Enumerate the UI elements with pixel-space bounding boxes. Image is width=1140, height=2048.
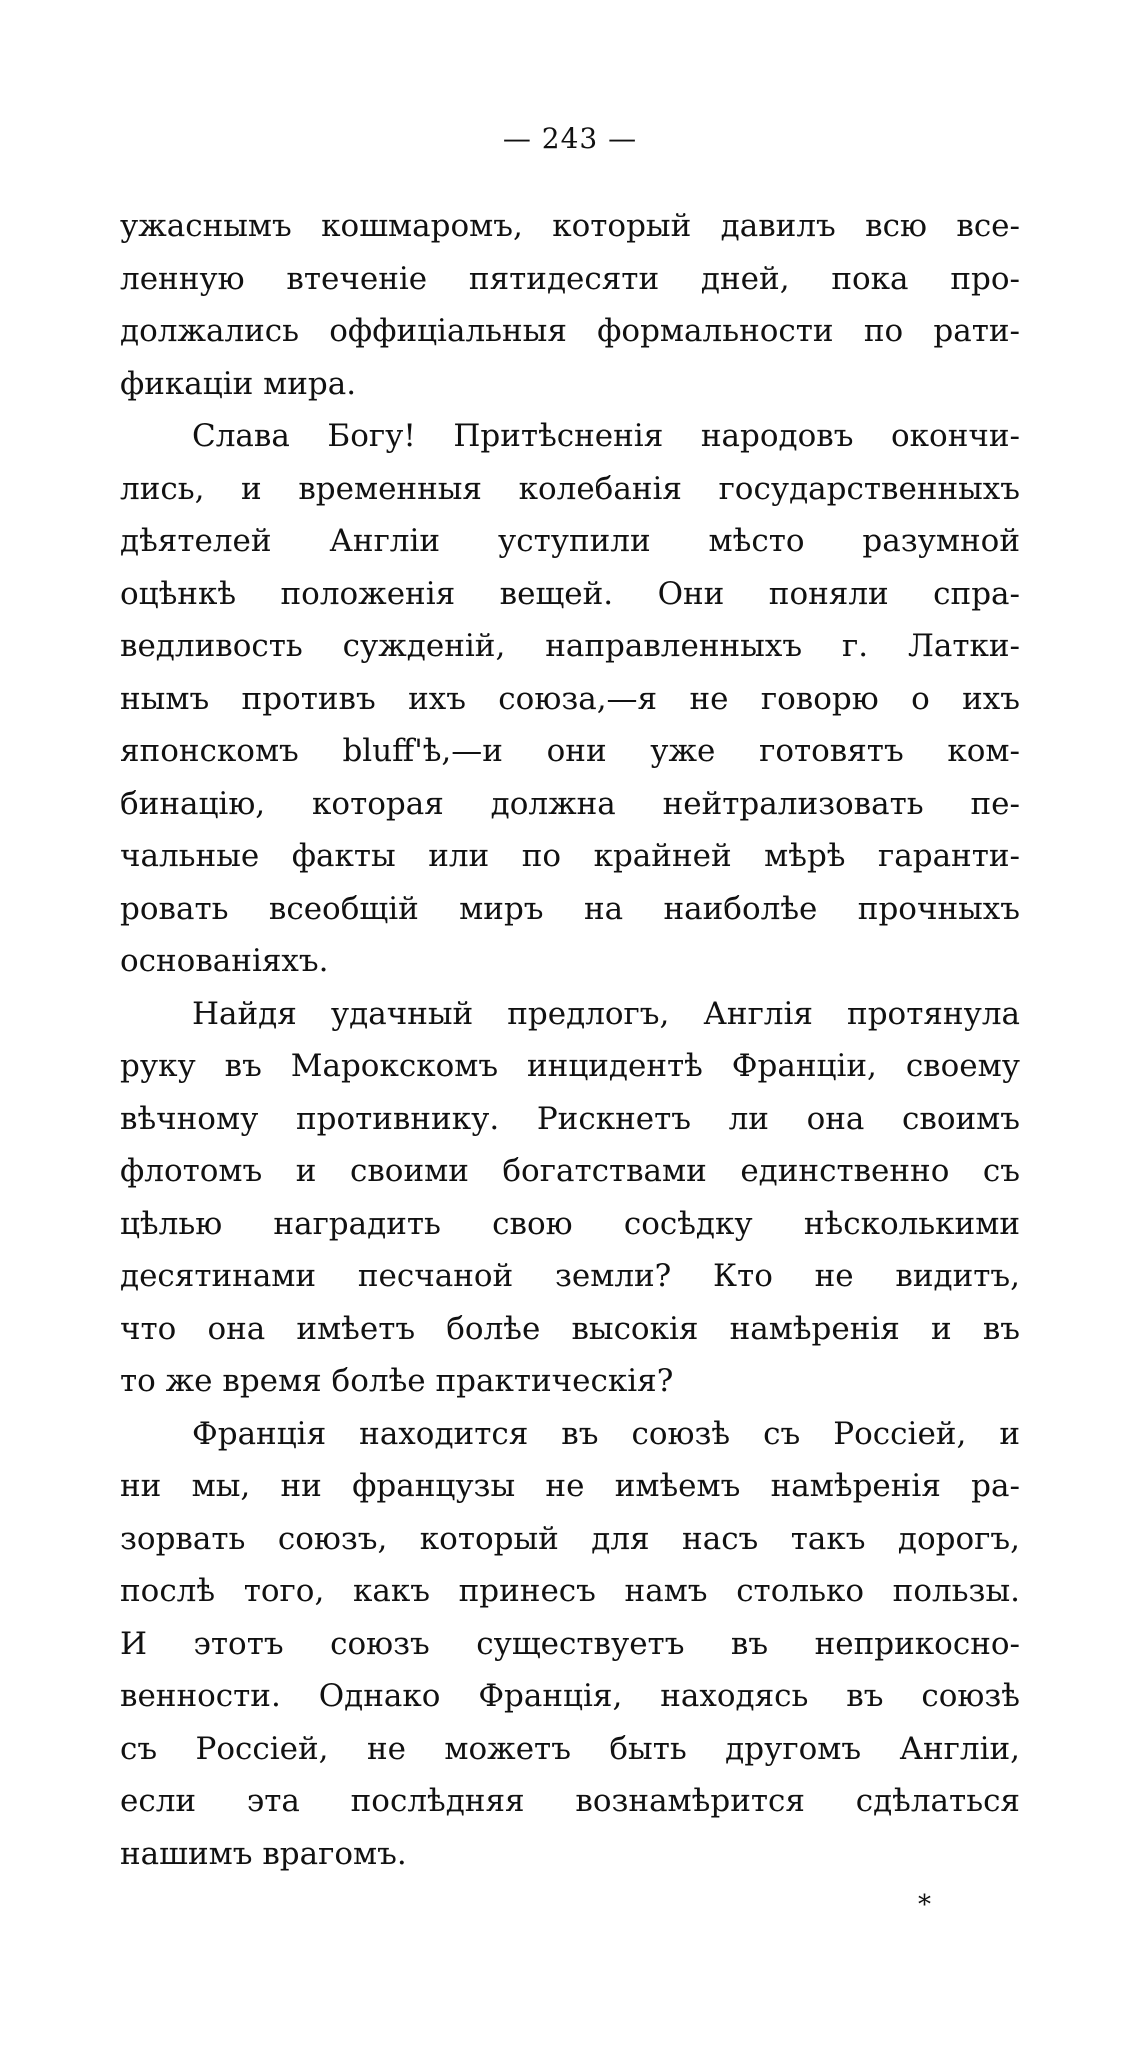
text-line: дѣятелей Англіи уступили мѣсто разумной	[120, 523, 1020, 559]
page-number: — 243 —	[502, 122, 638, 155]
text-line: нымъ противъ ихъ союза,—я не говорю о ихъ	[120, 680, 1020, 717]
text-line: фикаціи мира.	[120, 365, 357, 402]
text-line: должались оффиціальныя формальности по рати-	[120, 313, 1020, 349]
text-line: И этотъ союзъ существуетъ въ неприкосно-	[120, 1625, 1020, 1662]
text-line: лись, и временныя колебанія государственныхъ	[120, 470, 1020, 507]
text-line: ни мы, ни французы не имѣемъ намѣренія ра-	[120, 1468, 1020, 1504]
text-line: послѣ того, какъ принесъ намъ столько пользы.	[120, 1573, 1020, 1609]
text-line: нашимъ врагомъ.	[120, 1835, 407, 1872]
text-line: ровать всеобщій миръ на наиболѣе прочныхъ	[120, 890, 1020, 927]
text-line: Найдя удачный предлогъ, Англія протянула	[192, 995, 1020, 1032]
text-line: десятинами песчаной земли? Кто не видитъ,	[120, 1258, 1020, 1294]
text-line: если эта послѣдняя вознамѣрится сдѣлаться	[120, 1783, 1020, 1819]
body-text	[120, 200, 1020, 1880]
text-line: основаніяхъ.	[120, 943, 329, 979]
text-line: зорвать союзъ, который для насъ такъ дорогъ,	[120, 1520, 1020, 1557]
text-line: что она имѣетъ болѣе высокія намѣренія и въ	[120, 1310, 1020, 1347]
text-line: руку въ Марокскомъ инцидентѣ Франціи, своему	[120, 1048, 1020, 1084]
text-line: ужаснымъ кошмаромъ, который давилъ всю все-	[120, 208, 1020, 244]
text-line: бинацію, которая должна нейтрализовать пе-	[120, 785, 1020, 822]
text-line: то же время болѣе практическія?	[120, 1363, 674, 1399]
text-line: японскомъ bluff'ѣ,—и они уже готовятъ ком-	[120, 733, 1020, 769]
text-line: цѣлью наградить свою сосѣдку нѣсколькими	[120, 1205, 1020, 1242]
text-line: чальные факты или по крайней мѣрѣ гаранти-	[120, 838, 1020, 874]
text-line: флотомъ и своими богатствами единственно съ	[120, 1153, 1020, 1189]
text-line: Слава Богу! Притѣсненія народовъ окончи-	[192, 418, 1020, 454]
text-line: оцѣнкѣ положенія вещей. Они поняли спра-	[120, 575, 1020, 612]
text-line: ленную втеченіе пятидесяти дней, пока про-	[120, 260, 1020, 297]
text-line: Франція находится въ союзѣ съ Россіей, и	[192, 1415, 1020, 1452]
text-line: венности. Однако Франція, находясь въ союзѣ	[120, 1678, 1020, 1714]
asterisk-mark: *	[918, 1890, 931, 1920]
text-line: съ Россіей, не можетъ быть другомъ Англіи,	[120, 1730, 1020, 1767]
text-line: ведливость сужденій, направленныхъ г. Латки-	[120, 628, 1020, 664]
text-line: вѣчному противнику. Рискнетъ ли она своимъ	[120, 1100, 1020, 1137]
